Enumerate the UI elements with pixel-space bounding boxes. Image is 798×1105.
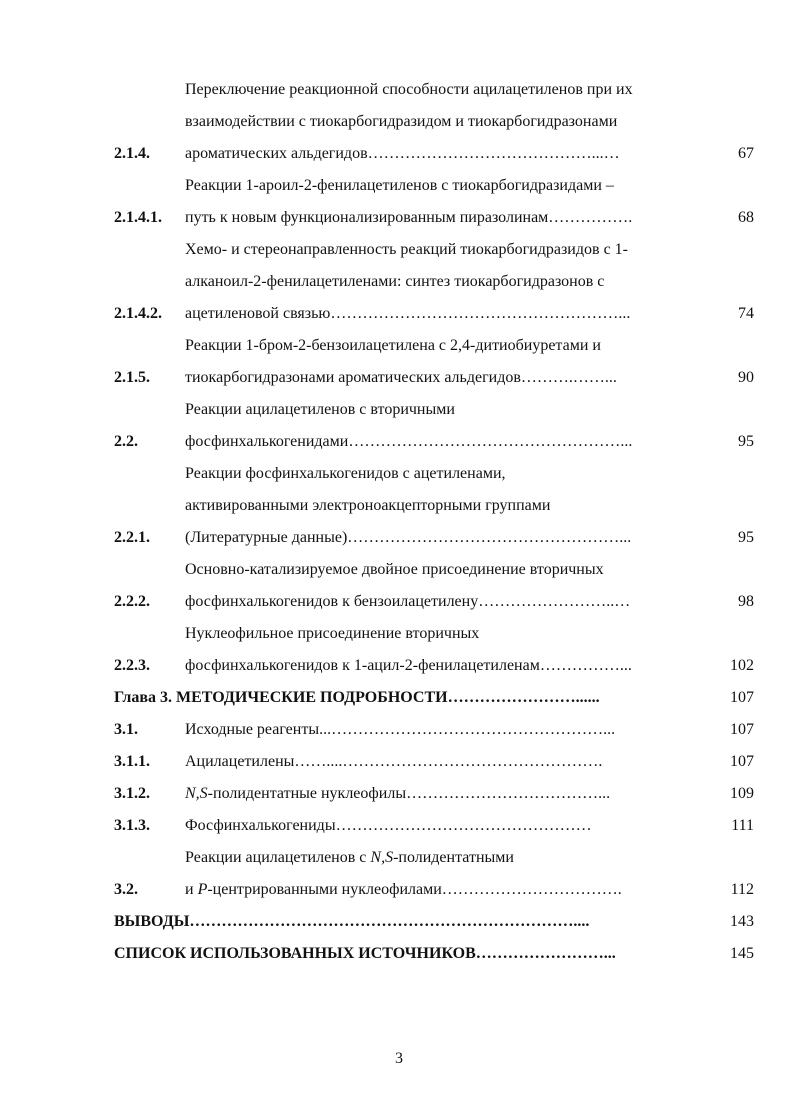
section-title <box>185 330 716 394</box>
section-number: 2.1.4.2. <box>114 305 162 322</box>
title-line: Исходные реагенты...……………………………………………... <box>185 721 616 738</box>
page-ref: 67 <box>738 145 754 162</box>
title-line: тиокарбогидразонами ароматических альдегидов……….……... <box>185 369 617 386</box>
toc-entry[interactable] <box>114 810 754 842</box>
italic-symbol: P <box>197 881 208 898</box>
title-line: Хемо- и стереонаправленность реакций тиокарбогидразидов с 1- <box>185 241 628 258</box>
toc-references[interactable] <box>114 938 754 970</box>
title-line: путь к новым функционализированным пиразолинам……………. <box>185 209 633 226</box>
page-ref: 95 <box>738 433 754 450</box>
title-line: алканоил-2-фенилацетиленами: синтез тиокарбогидразонов с <box>185 273 605 290</box>
page-ref: 95 <box>738 529 754 546</box>
title-line: Основно-катализируемое двойное присоединение вторичных <box>185 561 604 578</box>
toc-entry[interactable] <box>114 458 754 554</box>
page-ref: 145 <box>730 945 754 962</box>
title-line: Переключение реакционной способности ацилацетиленов при их <box>185 81 633 98</box>
section-title <box>185 74 716 170</box>
toc-entry[interactable] <box>114 554 754 618</box>
title-line: ацетиленовой связью………………………………………………... <box>185 305 631 322</box>
toc-entry[interactable] <box>114 170 754 234</box>
title-line <box>185 778 716 810</box>
page-ref: 90 <box>738 369 754 386</box>
page-ref: 112 <box>730 881 754 898</box>
title-line: (Литературные данные)……………………………………………... <box>185 529 632 546</box>
section-title <box>185 746 716 778</box>
page-ref: 102 <box>730 657 754 674</box>
title-line: фосфинхалькогенидов к бензоилацетилену……………………..… <box>185 593 631 610</box>
page-ref: 68 <box>738 209 754 226</box>
section-number: 3.1. <box>114 721 138 738</box>
section-number: 2.1.4. <box>114 145 150 162</box>
section-title <box>185 170 716 234</box>
chapter-title: Глава 3. МЕТОДИЧЕСКИЕ ПОДРОБНОСТИ……………………...... <box>114 689 600 706</box>
title-line: Реакции 1-ароил-2-фенилацетиленов с тиокарбогидразидами – <box>185 177 614 194</box>
conclusions-title: ВЫВОДЫ……………………………………………………………….... <box>114 913 590 930</box>
section-number: 2.1.5. <box>114 369 150 386</box>
title-line: Реакции фосфинхалькогенидов с ацетиленами, <box>185 465 506 482</box>
toc-chapter[interactable] <box>114 682 754 714</box>
toc-entry[interactable] <box>114 746 754 778</box>
toc-entry[interactable] <box>114 330 754 394</box>
section-title <box>185 842 716 906</box>
section-number: 3.1.3. <box>114 817 150 834</box>
toc-entry[interactable] <box>114 842 754 906</box>
page-number: 3 <box>395 1050 403 1067</box>
title-line <box>185 874 716 906</box>
section-title <box>185 234 716 330</box>
section-number: 3.2. <box>114 881 138 898</box>
section-number: 2.2.1. <box>114 529 150 546</box>
title-text: -полидентатные нуклеофилы………………………………... <box>207 785 611 802</box>
section-title <box>185 458 716 554</box>
title-line: активированными электроноакцепторными группами <box>185 497 551 514</box>
title-text: -полидентатными <box>393 849 514 866</box>
section-title <box>185 810 716 842</box>
title-line: Нуклеофильное присоединение вторичных <box>185 625 480 642</box>
page-ref: 98 <box>738 593 754 610</box>
section-title <box>185 618 716 682</box>
section-title <box>185 394 716 458</box>
page-ref: 111 <box>731 817 754 834</box>
title-line: фосфинхалькогенидов к 1-ацил-2-фенилацетиленам……………... <box>185 657 632 674</box>
title-line: взаимодействии с тиокарбогидразидом и тиокарбогидразонами <box>185 113 618 130</box>
section-number: 2.1.4.1. <box>114 209 162 226</box>
page-ref: 107 <box>730 753 754 770</box>
section-number: 2.2. <box>114 433 138 450</box>
toc-conclusions[interactable] <box>114 906 754 938</box>
toc-entry[interactable] <box>114 714 754 746</box>
toc-entry[interactable] <box>114 618 754 682</box>
page-ref: 74 <box>738 305 754 322</box>
toc-entry[interactable] <box>114 74 754 170</box>
section-title <box>185 778 716 810</box>
title-text: и <box>185 881 198 898</box>
section-title <box>185 554 716 618</box>
section-number: 2.2.2. <box>114 593 150 610</box>
toc-entry[interactable] <box>114 394 754 458</box>
references-title: СПИСОК ИСПОЛЬЗОВАННЫХ ИСТОЧНИКОВ……………………... <box>114 945 616 962</box>
title-line: Ацилацетилены……....…………………………………………. <box>185 753 603 770</box>
page-ref: 109 <box>730 785 754 802</box>
title-line: Реакции ацилацетиленов с вторичными <box>185 401 455 418</box>
page-ref: 107 <box>730 721 754 738</box>
title-text: Реакции ацилацетиленов с <box>185 849 371 866</box>
toc-entry[interactable] <box>114 778 754 810</box>
page-ref: 143 <box>730 913 754 930</box>
italic-symbol: N,S <box>185 785 208 802</box>
title-line: Фосфинхалькогениды………………………………………… <box>185 817 592 834</box>
section-number: 3.1.1. <box>114 753 150 770</box>
section-title <box>185 714 716 746</box>
title-text: -центрированными нуклеофилами……………………………. <box>207 881 622 898</box>
title-line: ароматических альдегидов……………………………………...… <box>185 145 620 162</box>
title-line: Реакции 1-бром-2-бензоилацетилена с 2,4-дитиобиуретами и <box>185 337 601 354</box>
section-number: 3.1.2. <box>114 785 150 802</box>
italic-symbol: N,S <box>370 849 394 866</box>
table-of-contents <box>114 74 754 970</box>
title-line: фосфинхалькогенидами……………………………………………... <box>185 433 633 450</box>
title-line <box>185 842 716 874</box>
page-ref: 107 <box>730 689 754 706</box>
section-number: 2.2.3. <box>114 657 150 674</box>
toc-entry[interactable] <box>114 234 754 330</box>
